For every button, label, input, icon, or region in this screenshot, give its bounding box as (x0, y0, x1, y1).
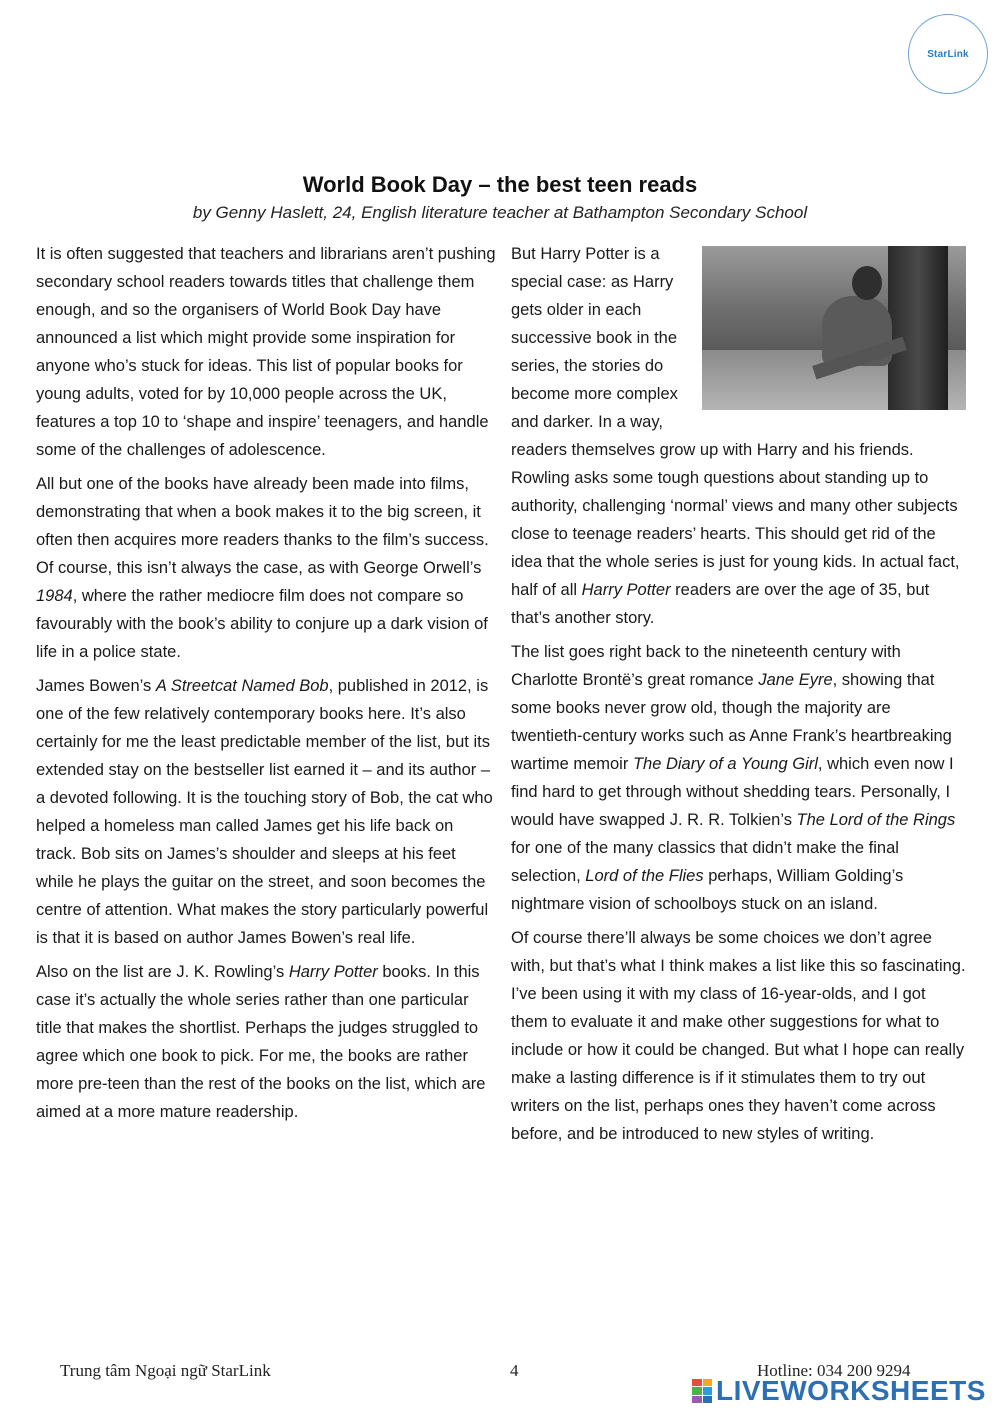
paragraph: Also on the list are J. K. Rowling’s Harry Potter books. In this case it’s actually the whole series rather than one particular title that makes the shortlist. Perhaps the judges struggled to agree which one book to pick. For me, the books are rather more pre-teen than the rest of the books on the list, which are aimed at a more mature readership. (36, 963, 486, 1121)
right-column (511, 240, 966, 1154)
paragraph: The list goes right back to the nineteenth century with Charlotte Brontë’s great romance Jane Eyre, showing that some books never grow old, though the majority are twentieth-century works such as Anne Frank’s heartbreaking wartime memoir The Diary of a Young Girl, which even now I find hard to get through without shedding tears. Personally, I would have swapped J. R. R. Tolkien’s The Lord of the Rings for one of the many classics that didn’t make the final selection, Lord of the Flies perhaps, William Golding’s nightmare vision of schoolboys stuck on an island. (511, 643, 956, 913)
liveworksheets-brand (692, 1376, 986, 1406)
paragraph: Of course there’ll always be some choices we don’t agree with, but that’s what I think makes a list like this so fascinating. I’ve been using it with my class of 16-year-olds, and I got them to evaluate it and make other suggestions for what to include or how it could be changed. But what I hope can really make a lasting difference is if it stimulates them to try out writers on the list, perhaps ones they haven’t come across before, and be introduced to new styles of writing. (511, 929, 966, 1143)
paragraph: All but one of the books have already been made into films, demonstrating that when a book makes it to the big screen, it often then acquires more readers thanks to the film’s success. Of course, this isn’t always the case, as with George Orwell’s 1984, where the rather mediocre film does not compare so favourably with the book’s ability to conjure up a dark vision of life in a police state. (36, 475, 489, 661)
boy-reading-photo (702, 246, 966, 410)
liveworksheets-text: LIVEWORKSHEETS (716, 1375, 986, 1406)
paragraph: James Bowen’s A Streetcat Named Bob, published in 2012, is one of the few relatively contemporary books here. It’s also certainly for me the least predictable member of the list, but its extended stay on the bestseller list earned it – and its author – a devoted following. It is the touching story of Bob, the cat who helped a homeless man called James get his life back on track. Bob sits on James’s shoulder and sleeps at his feet while he plays the guitar on the street, and soon becomes the centre of attention. What makes the story particularly powerful is that it is based on author James Bowen’s real life. (36, 677, 493, 947)
left-column (36, 240, 496, 1132)
page-number: 4 (510, 1361, 519, 1380)
logo-text: StarLink (927, 48, 969, 60)
footer-center-name: Trung tâm Ngoại ngữ StarLink (60, 1361, 271, 1380)
liveworksheets-icon (692, 1379, 712, 1403)
paragraph: But Harry Potter is a special case: as Harry gets older in each successive book in the series, the stories do become more complex and darker. In a way, readers themselves grow up with Harry and his friends. Rowling asks some tough questions about standing up to authority, challenging ‘normal’ views and many other subjects close to teenage readers’ hearts. This should get rid of the idea that the whole series is just for young kids. In actual fact, half of all Harry Potter readers are over the age of 35, but that’s another story. (511, 245, 960, 627)
footer-hotline: Hotline: 034 200 9294 (757, 1361, 911, 1380)
paragraph: It is often suggested that teachers and librarians aren’t pushing secondary school readers towards titles that challenge them enough, and so the organisers of World Book Day have announced a list which might provide some inspiration for anyone who’s stuck for ideas. This list of popular books for young adults, voted for by 10,000 people across the UK, features a top 10 to ‘shape and inspire’ teenagers, and handle some of the challenges of adolescence. (36, 245, 496, 459)
article-title: World Book Day – the best teen reads (302, 172, 698, 197)
starlink-logo (908, 14, 988, 94)
article-byline: by Genny Haslett, 24, English literature teacher at Bathampton Secondary School (192, 203, 808, 222)
